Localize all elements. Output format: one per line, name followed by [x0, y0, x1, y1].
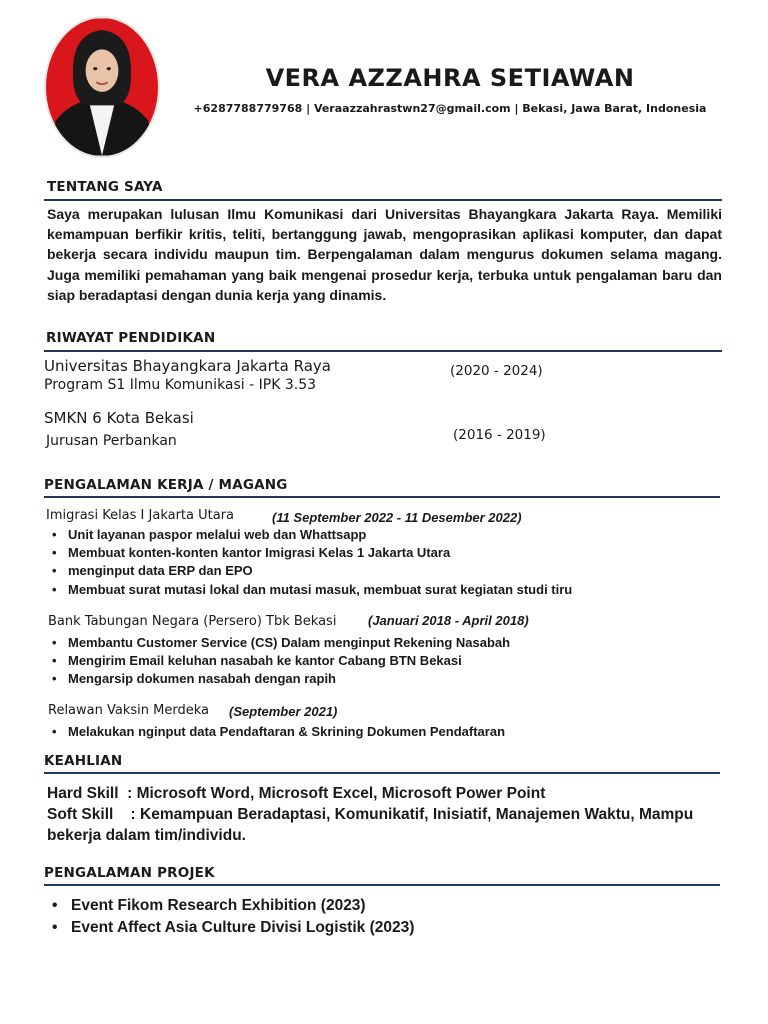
list-item: • Event Fikom Research Exhibition (2023)	[50, 895, 414, 917]
list-item: • Unit layanan paspor melalui web dan Whattsapp	[48, 526, 572, 544]
projects-list	[50, 895, 414, 939]
soft-skill: Soft Skill : Kemampuan Beradaptasi, Komunikatif, Inisiatif, Manajemen Waktu, Mampu bekerja dalam tim/individu.	[47, 806, 698, 844]
hard-skill: Hard Skill : Microsoft Word, Microsoft Excel, Microsoft Power Point	[47, 785, 546, 802]
skills-block	[47, 783, 727, 846]
education-program: Program S1 Ilmu Komunikasi - IPK 3.53	[44, 377, 317, 393]
education-years: (2016 - 2019)	[453, 427, 546, 443]
education-title: RIWAYAT PENDIDIKAN	[46, 330, 216, 346]
job-duties-list	[48, 634, 510, 689]
education-school: Universitas Bhayangkara Jakarta Raya	[44, 357, 331, 375]
projects-divider	[44, 884, 720, 886]
candidate-name: VERA AZZAHRA SETIAWAN	[265, 64, 635, 92]
person-portrait-icon	[46, 18, 158, 156]
skills-title: KEAHLIAN	[44, 753, 123, 769]
list-item: • menginput data ERP dan EPO	[48, 562, 572, 580]
about-divider	[44, 199, 722, 201]
list-item: • Membantu Customer Service (CS) Dalam menginput Rekening Nasabah	[48, 634, 510, 652]
education-divider	[44, 350, 722, 352]
experience-title: PENGALAMAN KERJA / MAGANG	[44, 477, 288, 493]
list-item: • Mengarsip dokumen nasabah dengan rapih	[48, 670, 510, 688]
list-item: • Membuat surat mutasi lokal dan mutasi masuk, membuat surat kegiatan studi tiru	[48, 581, 572, 599]
job-date: (Januari 2018 - April 2018)	[368, 613, 529, 628]
job-title: Relawan Vaksin Merdeka	[48, 703, 209, 718]
education-school: SMKN 6 Kota Bekasi	[44, 409, 194, 427]
education-program: Jurusan Perbankan	[46, 433, 177, 449]
about-title: TENTANG SAYA	[47, 179, 163, 195]
job-date: (September 2021)	[229, 704, 338, 719]
skills-divider	[44, 772, 720, 774]
job-duties-list	[48, 723, 505, 741]
job-title: Imigrasi Kelas I Jakarta Utara	[46, 508, 235, 523]
list-item: • Melakukan nginput data Pendaftaran & Skrining Dokumen Pendaftaran	[48, 723, 505, 741]
list-item: • Mengirim Email keluhan nasabah ke kantor Cabang BTN Bekasi	[48, 652, 510, 670]
profile-photo	[44, 16, 160, 158]
list-item: • Event Affect Asia Culture Divisi Logistik (2023)	[50, 917, 414, 939]
contact-info: +6287788779768 | Veraazzahrastwn27@gmail.com | Bekasi, Jawa Barat, Indonesia	[193, 102, 707, 115]
job-duties-list	[48, 526, 572, 599]
job-date: (11 September 2022 - 11 Desember 2022)	[272, 510, 522, 525]
education-years: (2020 - 2024)	[450, 363, 543, 379]
job-title: Bank Tabungan Negara (Persero) Tbk Bekasi	[48, 614, 337, 629]
about-text: Saya merupakan lulusan Ilmu Komunikasi dari Universitas Bhayangkara Jakarta Raya. Memiliki kemampuan berfikir kritis, teliti, bertanggung jawab, mengoprasikan aplikasi komputer, dan dapat bekerja secara individu maupun tim. Berpengalaman dalam mengurus dokumen selama magang. Juga memiliki pemahaman yang baik mengenai prosedur kerja, terbuka untuk pengalaman baru dan siap beradaptasi dengan dunia kerja yang dinamis.	[47, 206, 722, 303]
list-item: • Membuat konten-konten kantor Imigrasi Kelas 1 Jakarta Utara	[48, 544, 572, 562]
projects-title: PENGALAMAN PROJEK	[44, 865, 215, 881]
experience-divider	[44, 496, 720, 498]
